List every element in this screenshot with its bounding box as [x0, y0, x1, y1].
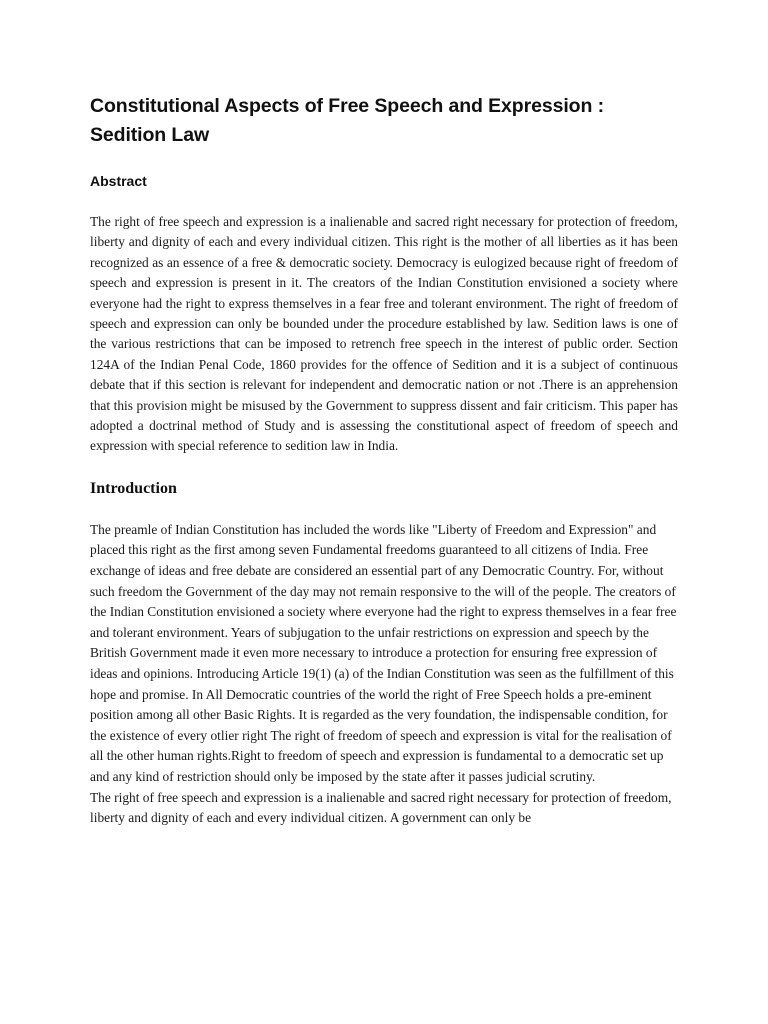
introduction-paragraph-2: The right of free speech and expression is a inalienable and sacred right necessary for protection of freedom, liberty and dignity of each and every individual citizen. A government can only be [90, 789, 672, 826]
abstract-heading: Abstract [90, 173, 147, 189]
abstract-body: The right of free speech and expression is a inalienable and sacred right necessary for protection of freedom, liberty and dignity of each and every individual citizen. This right is the mother of all liberties as it has been recognized as an essence of a free & democratic society. Democracy is eulogized because right of freedom of speech and expression is present in it. The creators of the Indian Constitution envisioned a society where everyone had the right to express themselves in a fear free and tolerant environment. The right of freedom of speech and expression can only be bounded under the procedure established by law. Sedition laws is one of the various restrictions that can be imposed to retrench free speech in the interest of public order. Section 124A of the Indian Penal Code, 1860 provides for the offence of Sedition and it is a subject of continuous debate that if this section is relevant for independent and democratic nation or not .There is an apprehension that this provision might be misused by the Government to suppress dissent and fair criticism. This paper has adopted a doctrinal method of Study and is assessing the constitutional aspect of freedom of speech and expression with special reference to sedition law in India. [90, 214, 678, 454]
introduction-paragraph-1: The preamle of Indian Constitution has included the words like "Liberty of Freedom and Expression" and placed this right as the first among seven Fundamental freedoms guaranteed to all citizens of India. Free exchange of ideas and free debate are considered an essential part of any Democratic Country. For, without such freedom the Government of the day may not remain responsive to the will of the people. The creators of the Indian Constitution envisioned a society where everyone had the right to express themselves in a fear free and tolerant environment. Years of subjugation to the unfair restrictions on expression and speech by the British Government made it even more necessary to introduce a protection for ensuring free expression of ideas and opinions. Introducing Article 19(1) (a) of the Indian Constitution was seen as the fulfillment of this hope and promise. In All Democratic countries of the world the right of Free Speech holds a pre-eminent position among all other Basic Rights. It is regarded as the very foundation, the indispensable condition, for the existence of every otlier right The right of freedom of speech and expression is vital for the realisation of all the other human rights.Right to freedom of speech and expression is fundamental to a democratic set up and any kind of restriction should only be imposed by the state after it passes judicial scrutiny. [90, 521, 677, 784]
document-title: Constitutional Aspects of Free Speech and Expression : Sedition Law [90, 95, 604, 146]
introduction-heading: Introduction [90, 479, 177, 497]
